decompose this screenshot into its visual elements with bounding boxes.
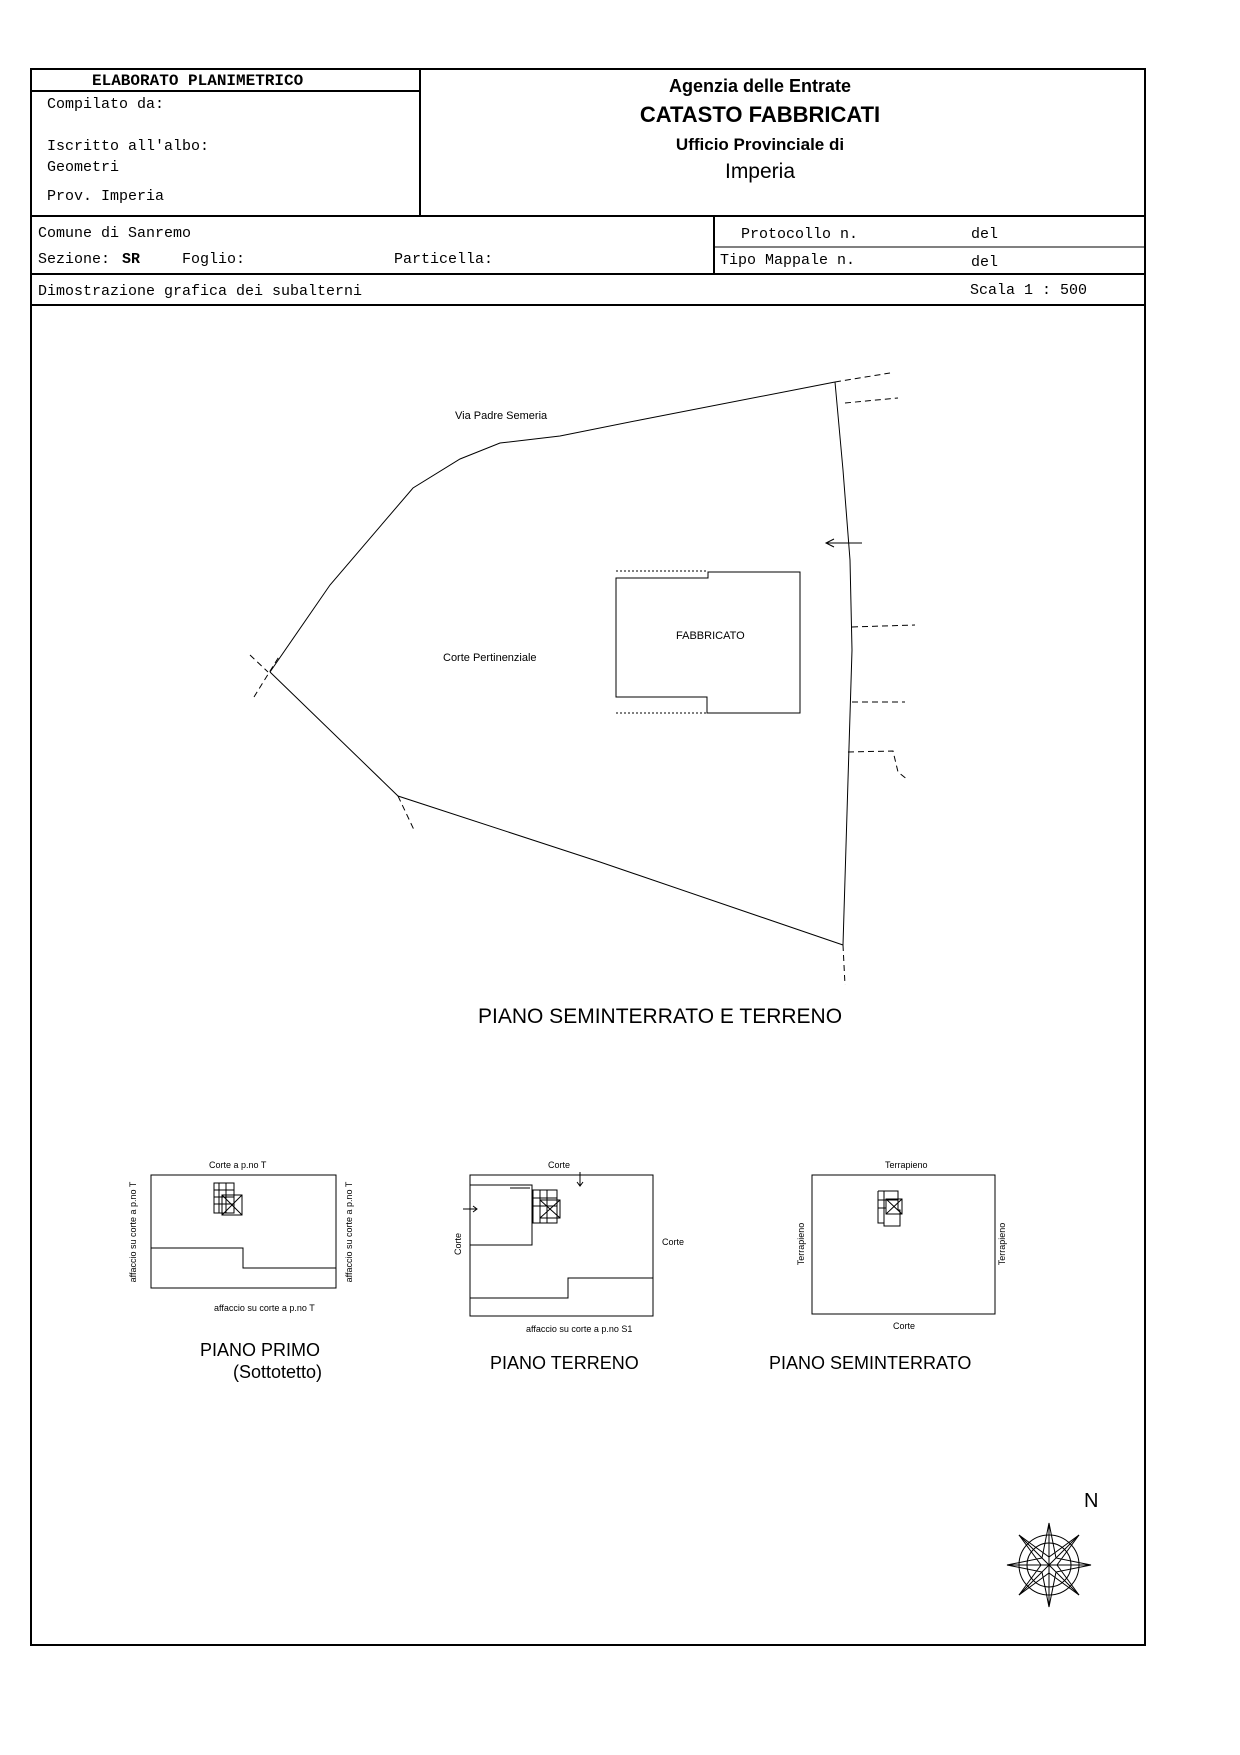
access-arrow xyxy=(826,539,862,547)
terreno-label-left: Corte xyxy=(453,1232,463,1256)
terreno-title: PIANO TERRENO xyxy=(490,1353,639,1373)
particella-label: Particella: xyxy=(394,251,494,268)
terreno-label-bottom: affaccio su corte a p.no S1 xyxy=(526,1324,633,1334)
floor-primo-lines xyxy=(151,1175,336,1288)
site-plan-title: PIANO SEMINTERRATO E TERRENO xyxy=(478,1005,843,1028)
primo-subtitle: (Sottotetto) xyxy=(233,1362,323,1382)
prov-value: Prov. Imperia xyxy=(47,188,165,205)
compass-rose xyxy=(1007,1523,1091,1607)
street-label: Via Padre Semeria xyxy=(455,410,548,422)
seminterrato-label-top: Terrapieno xyxy=(885,1160,928,1170)
boundary-dashes xyxy=(250,373,915,985)
primo-label-top: Corte a p.no T xyxy=(209,1160,267,1170)
primo-label-bottom: affaccio su corte a p.no T xyxy=(214,1303,315,1313)
iscritto-label: Iscritto all'albo: xyxy=(47,138,210,155)
plot-boundary xyxy=(270,382,852,945)
doc-title: ELABORATO PLANIMETRICO xyxy=(92,72,304,90)
catasto-title: CATASTO FABBRICATI xyxy=(639,102,881,127)
comune-label: Comune di Sanremo xyxy=(38,225,192,242)
building-footprint xyxy=(616,572,800,713)
terreno-label-right: Corte xyxy=(662,1237,685,1247)
albo-value: Geometri xyxy=(47,159,120,176)
foglio-label: Foglio: xyxy=(182,251,246,268)
seminterrato-label-right: Terrapieno xyxy=(997,1222,1007,1266)
seminterrato-label-left: Terrapieno xyxy=(796,1222,806,1266)
primo-label-right: affaccio su corte a p.no T xyxy=(344,1181,354,1283)
del-label-1: del xyxy=(971,226,999,243)
seminterrato-label-bottom: Corte xyxy=(893,1321,916,1331)
city-name: Imperia xyxy=(724,160,796,183)
building-dotted-edges xyxy=(616,571,708,713)
compilato-label: Compilato da: xyxy=(47,96,165,113)
del-label-2: del xyxy=(971,254,999,271)
ufficio-label: Ufficio Provinciale di xyxy=(675,135,845,154)
seminterrato-title: PIANO SEMINTERRATO xyxy=(769,1353,972,1373)
agency-name: Agenzia delle Entrate xyxy=(668,76,852,96)
north-label: N xyxy=(1084,1490,1099,1512)
floor-seminterrato-lines xyxy=(812,1175,995,1314)
scala-label: Scala 1 : 500 xyxy=(970,282,1088,299)
protocollo-label: Protocollo n. xyxy=(741,226,859,243)
dimostrazione-label: Dimostrazione grafica dei subalterni xyxy=(38,283,363,300)
tipo-mappale-label: Tipo Mappale n. xyxy=(720,252,856,269)
sezione-value: SR xyxy=(122,251,141,268)
primo-label-left: affaccio su corte a p.no T xyxy=(128,1181,138,1283)
terreno-label-top: Corte xyxy=(548,1160,571,1170)
primo-title: PIANO PRIMO xyxy=(200,1340,321,1360)
sezione-label: Sezione: xyxy=(38,251,111,268)
floor-terreno-lines xyxy=(463,1172,653,1316)
building-label: FABBRICATO xyxy=(676,630,745,642)
court-label: Corte Pertinenziale xyxy=(443,652,537,664)
